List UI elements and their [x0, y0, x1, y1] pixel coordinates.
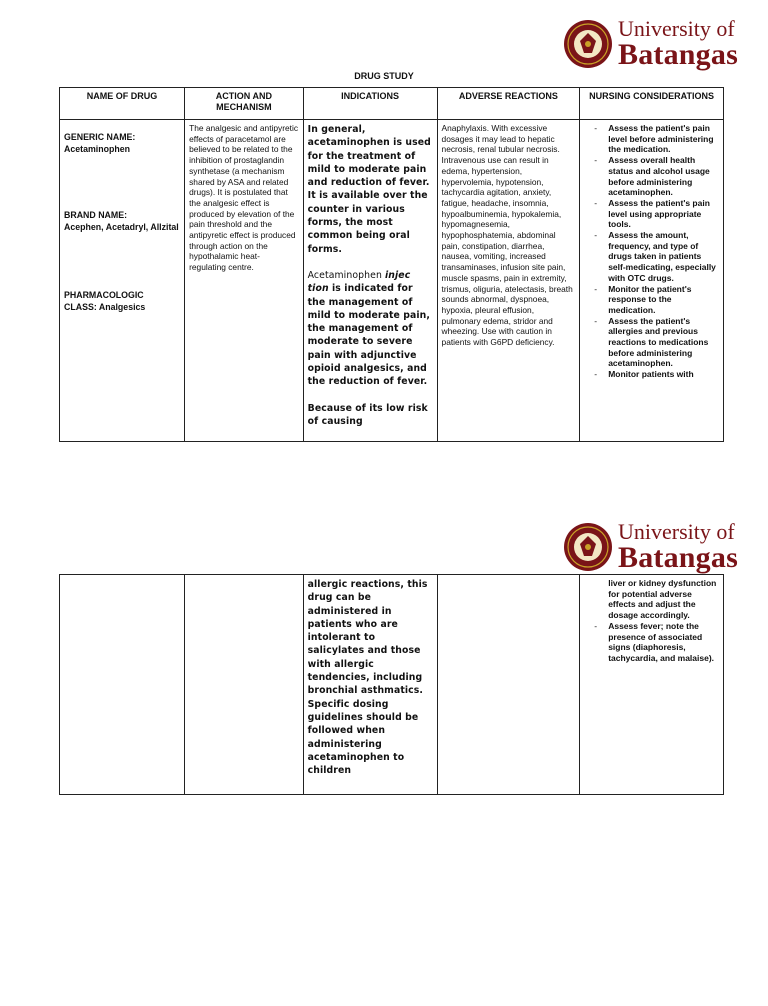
indications-cell: allergic reactions, this drug can be administered in patients who are intolerant to salicylates and those with allergic tendencies, including bronchial asthmatics. Specific dosing guidelines should be followed when administering acetaminophen to children	[303, 575, 437, 795]
action-cell: The analgesic and antipyretic effects of paracetamol are believed to be related to the inhibition of prostaglandin synthetase (a mechanism shared by ASA and related drugs). It is postulated that the analgesic effect is produced by elevation of the pain threshold and the antipyretic effect is produced through action on the hypothalamic heat- regulating centre.	[185, 120, 304, 442]
table-header-row	[60, 88, 724, 120]
university-seal-icon	[563, 19, 613, 69]
generic-value: Acetaminophen	[64, 143, 130, 154]
generic-label: GENERIC NAME:	[64, 132, 136, 142]
logo-line2: Batangas	[618, 38, 738, 71]
header-indications: INDICATIONS	[303, 88, 437, 120]
logo-line1: University of	[618, 519, 735, 544]
header-nursing: NURSING CONSIDERATIONS	[580, 88, 724, 120]
adverse-cell: Anaphylaxis. With excessive dosages it may lead to hepatic necrosis, renal tubular necrosis. Intravenous use can result in edema, hypertension, hypervolemia, hypotension, tachycardia agitation, anxiety, fatigue, headache, insomnia, hypoalbuminemia, hypokalemia, hypomagnesemia, hypophosphatemia, abdominal pain, constipation, diarrhea, nausea, vomiting, increased transaminases, infusion site pain, muscle spasms, pain in extremity, trismus, oliguria, atelectasis, breath sounds abnormal, dyspnoea, hypoxia, pleural effusion, pulmonary edema, stridor and wheezing. Use with caution in patients with G6PD deficiency.	[437, 120, 580, 442]
nursing-list	[582, 123, 721, 380]
adverse-cell	[437, 575, 580, 795]
university-logo	[563, 18, 738, 70]
list-item: - Assess the patient's pain level using appropriate tools.	[594, 197, 710, 230]
pharm-value: CLASS: Analgesics	[64, 301, 146, 312]
logo-line1: University of	[618, 16, 735, 41]
header-adverse: ADVERSE REACTIONS	[437, 88, 580, 120]
indications-para2: Acetaminophen injec tion is indicated for the management of mild to moderate pain, the management of moderate to severe pain with adjunctive opioid analgesics, and the reduction of fever.	[307, 269, 431, 388]
table-row	[60, 120, 724, 442]
header-name-of-drug: NAME OF DRUG	[60, 88, 185, 120]
drug-name-cell	[60, 575, 185, 795]
indications-cell	[303, 120, 437, 442]
indications-para3: Because of its low risk of causing	[307, 402, 428, 427]
university-seal-icon	[563, 522, 613, 572]
list-item: - Assess the amount, frequency, and type of drugs taken in patients self-medicating, especially with OTC drugs.	[594, 230, 716, 283]
page-title: DRUG STUDY	[354, 71, 414, 81]
action-cell	[185, 575, 304, 795]
drug-study-table-continued	[59, 574, 724, 795]
list-item: - Assess fever; note the presence of associated signs (diaphoresis, tachycardia, and malaise).	[594, 620, 715, 663]
drug-study-table	[59, 87, 724, 442]
indications-para1: In general, acetaminophen is used for the treatment of mild to moderate pain and reduction of fever. It is available over the counter in various forms, the most common being oral forms.	[307, 124, 431, 255]
brand-value: Acephen, Acetadryl, Allzital	[64, 221, 179, 232]
list-item: - Assess overall health status and alcohol usage before administering acetaminophen.	[594, 155, 710, 198]
list-item: - Assess the patient's allergies and previous reactions to medications before administering acetaminophen.	[594, 315, 709, 369]
list-item: - Monitor the patient's response to the medication.	[594, 283, 692, 315]
list-item: liver or kidney dysfunction for potential adverse effects and adjust the dosage accordingly.	[608, 578, 717, 621]
nursing-cell	[580, 575, 724, 795]
drug-name-cell	[60, 120, 185, 442]
list-item: - Assess the patient's pain level before administering the medication.	[594, 123, 714, 155]
list-item: - Monitor patients with	[594, 369, 694, 380]
header-action: ACTION AND MECHANISM	[185, 88, 304, 120]
table-row	[60, 575, 724, 795]
university-logo-page2	[563, 521, 738, 573]
brand-label: BRAND NAME:	[64, 210, 128, 220]
logo-line2: Batangas	[618, 541, 738, 574]
nursing-list	[582, 578, 721, 664]
pharm-label: PHARMACOLOGIC	[64, 290, 144, 300]
nursing-cell	[580, 120, 724, 442]
